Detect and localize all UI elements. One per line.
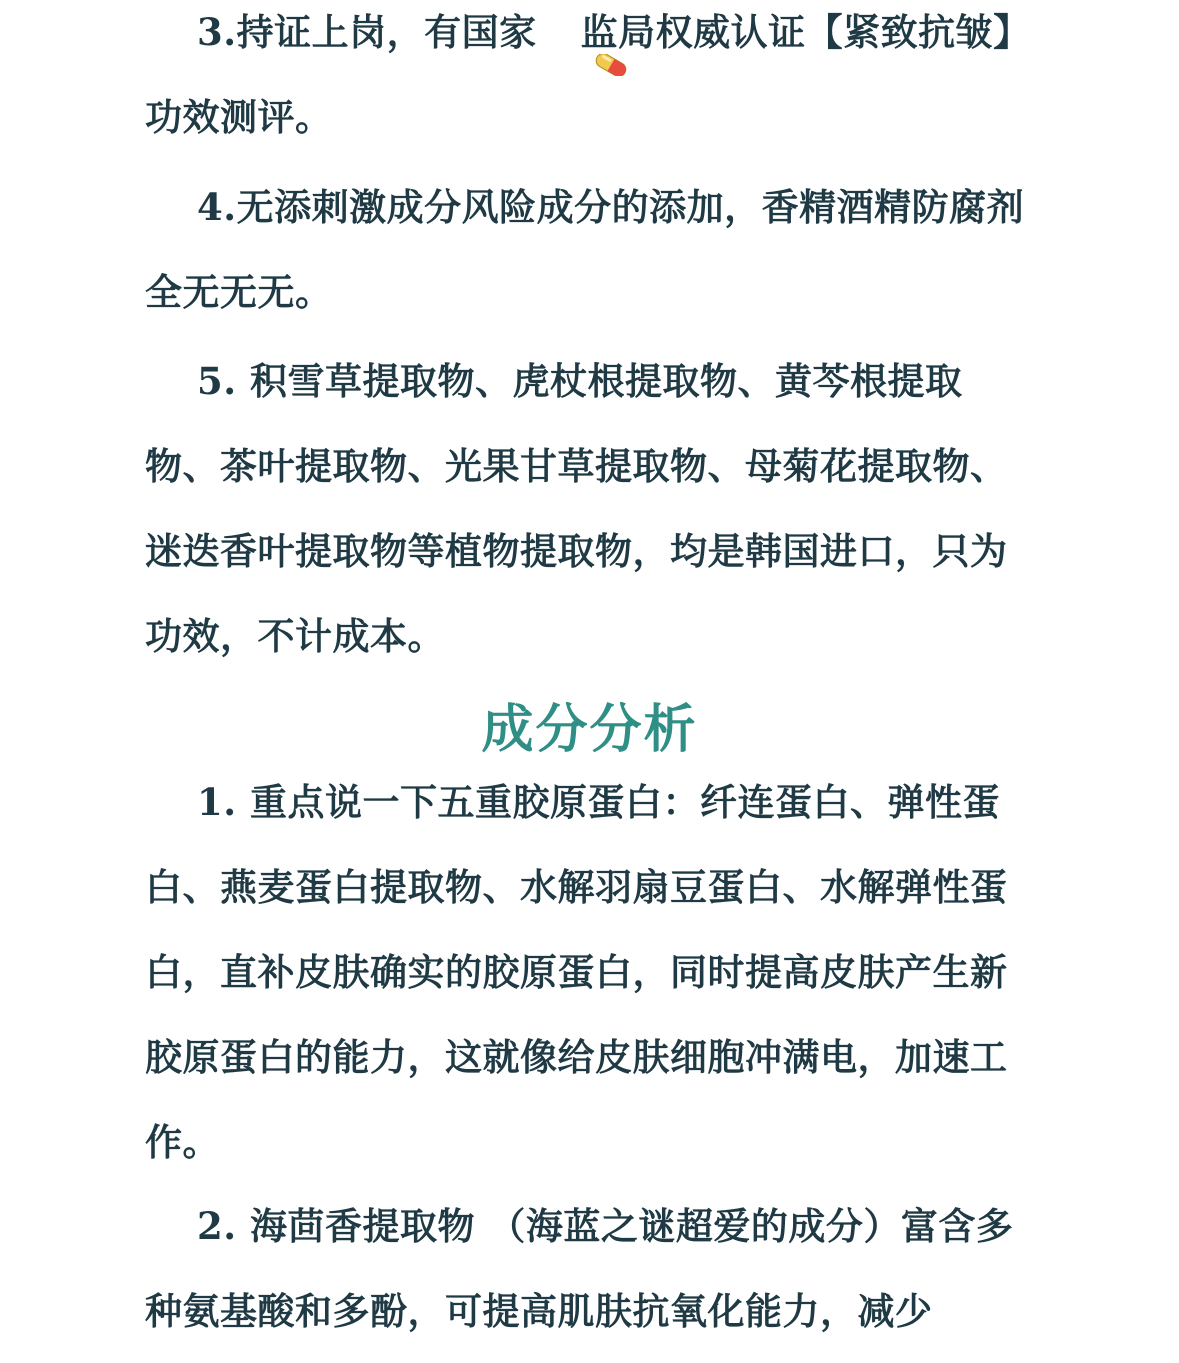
paragraph-number: 5. — [197, 359, 237, 403]
paragraph-4 — [145, 165, 1035, 335]
paragraph-5 — [145, 339, 1035, 679]
paragraph-number: 1. — [197, 780, 237, 824]
pill-icon — [539, 21, 579, 43]
paragraph-text: 积雪草提取物、虎杖根提取物、黄芩根提取物、茶叶提取物、光果甘草提取物、母菊花提取物、迷迭香叶提取物等植物提取物，均是韩国进口，只为功效，不计成本。 — [145, 360, 1008, 658]
paragraph-text: 持证上岗，有国家 — [236, 11, 537, 54]
paragraph-text: 无添刺激成分风险成分的添加，香精酒精防腐剂全无无无。 — [145, 186, 1025, 314]
analysis-paragraph-2 — [145, 1184, 1035, 1354]
paragraph-text: 海茴香提取物 （海蓝之谜超爱的成分）富含多种氨基酸和多酚，可提高肌肤抗氧化能力，减少 — [145, 1205, 1014, 1333]
paragraph-number: 4. — [197, 185, 237, 229]
paragraph-text: 重点说一下五重胶原蛋白：纤连蛋白、弹性蛋白、燕麦蛋白提取物、水解羽扇豆蛋白、水解弹性蛋白，直补皮肤确实的胶原蛋白，同时提高皮肤产生新胶原蛋白的能力，这就像给皮肤细胞冲满电，加速工作。 — [145, 781, 1008, 1164]
paragraph-3 — [145, 0, 1035, 160]
analysis-paragraph-1 — [145, 760, 1035, 1185]
paragraph-number: 3. — [197, 10, 237, 54]
paragraph-number: 2. — [197, 1204, 237, 1248]
paragraph-text-continued: 监局权威认证【紧致抗皱】功效测评。 — [145, 11, 1031, 139]
section-heading: 成分分析 — [481, 700, 698, 760]
